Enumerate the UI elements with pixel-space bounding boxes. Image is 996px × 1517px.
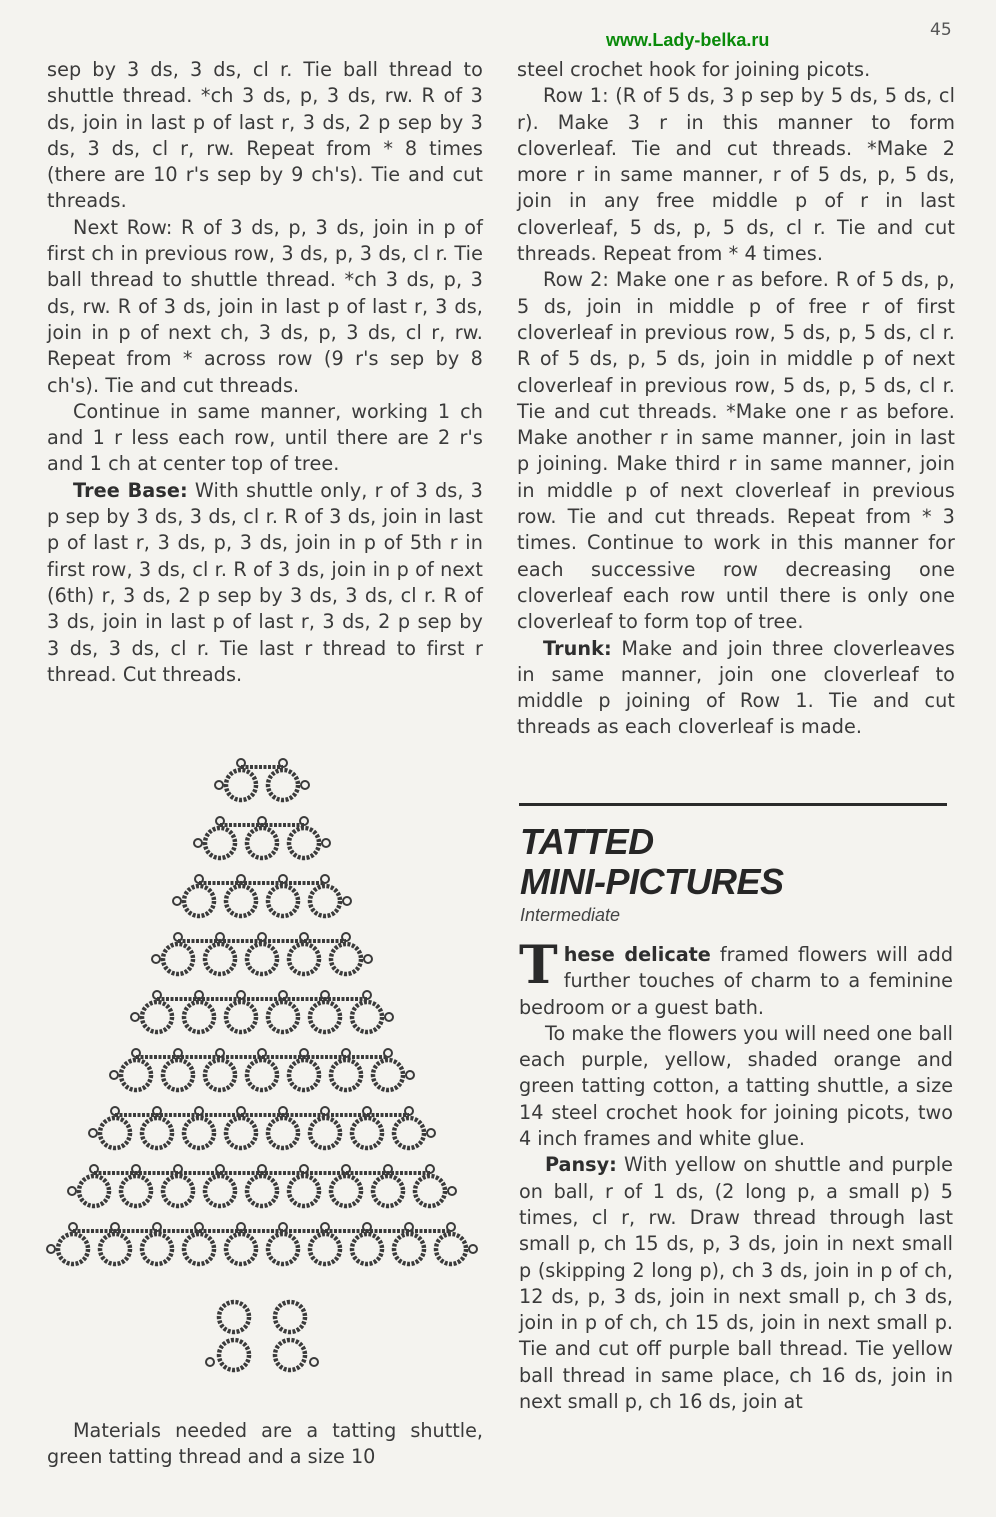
left-paragraph-continue: Continue in same manner, working 1 ch and 1 r less each row, until there are 2 r's and 1 ch at center top of tree. xyxy=(47,399,483,476)
tree-ring xyxy=(121,1060,151,1090)
tree-ring xyxy=(394,1234,424,1264)
trunk-ring xyxy=(219,1340,249,1370)
tree-ring xyxy=(289,944,319,974)
left-paragraph-next-row: Next Row: R of 3 ds, p, 3 ds, join in p of first ch in previous row, 3 ds, p, 3 ds, cl r. Tie ball thread to shuttle thread. *ch 3 ds, p, 3 ds, rw. R of 3 ds, join in last p of last r, 3 ds, join in p of next ch, 3 ds, p, 3 ds, cl r, rw. Repeat from * across row (9 r's sep by 8 ch's). Tie and cut threads. xyxy=(47,215,483,397)
left-paragraph-1: sep by 3 ds, 3 ds, cl r. Tie ball thread to shuttle thread. *ch 3 ds, p, 3 ds, rw. R of 3 ds, join in last p of last r, 3 ds, 2 p sep by 3 ds, 3 ds, cl r, rw. Repeat from * 8 times (there are 10 r's sep by 9 ch's). Tie and cut threads. xyxy=(47,58,483,213)
tree-picot xyxy=(448,1187,456,1195)
tree-picot xyxy=(215,781,223,789)
trunk-label: Trunk: xyxy=(543,636,612,660)
tree-ring xyxy=(310,886,340,916)
tree-ring xyxy=(310,1118,340,1148)
tree-ring xyxy=(79,1176,109,1206)
tree-ring xyxy=(226,886,256,916)
tree-picot xyxy=(321,875,329,883)
tree-ring xyxy=(58,1234,88,1264)
title-line-1: TATTED xyxy=(520,821,654,862)
tree-ring xyxy=(268,1234,298,1264)
tree-picot xyxy=(343,897,351,905)
tree-ring xyxy=(331,1176,361,1206)
tree-ring xyxy=(226,1002,256,1032)
right-column xyxy=(517,57,955,741)
tree-ring xyxy=(142,1234,172,1264)
article-body xyxy=(519,935,953,1415)
tree-ring xyxy=(100,1234,130,1264)
tree-ring xyxy=(205,944,235,974)
tree-picot xyxy=(427,1129,435,1137)
tree-ring xyxy=(163,944,193,974)
tree-picot xyxy=(322,839,330,847)
tree-ring xyxy=(289,1060,319,1090)
drop-cap: T xyxy=(519,935,558,996)
tree-ring xyxy=(436,1234,466,1264)
tree-ring xyxy=(142,1118,172,1148)
tree-ring xyxy=(310,1002,340,1032)
trunk-text: Make and join three cloverleaves in same manner, join one cloverleaf to middle p joining of Row 1. Tie and cut threads as each cloverleaf is made. xyxy=(517,636,955,739)
intro-text: framed flowers will add further touches of charm to a feminine bedroom or a guest bath. xyxy=(519,943,953,1019)
tree-picot xyxy=(131,1013,139,1021)
tree-ring xyxy=(247,1176,277,1206)
trunk-ring xyxy=(219,1302,249,1332)
tree-picot xyxy=(152,955,160,963)
tree-ring xyxy=(184,886,214,916)
tree-ring xyxy=(352,1234,382,1264)
tree-picot xyxy=(447,1223,455,1231)
tree-picot xyxy=(384,1049,392,1057)
intro-paragraph xyxy=(519,935,953,1021)
tree-picot xyxy=(194,839,202,847)
left-column xyxy=(47,57,483,688)
tatted-christmas-tree-illustration xyxy=(40,755,485,1415)
tree-picot xyxy=(405,1223,413,1231)
tree-ring xyxy=(352,1118,382,1148)
article-title xyxy=(520,822,950,902)
section-divider xyxy=(519,803,947,806)
intro-bold: hese delicate xyxy=(563,943,711,966)
tree-ring xyxy=(289,828,319,858)
title-line-2: MINI-PICTURES xyxy=(520,861,784,902)
tree-base-label: Tree Base: xyxy=(73,478,188,502)
tree-ring xyxy=(226,1118,256,1148)
tree-ring xyxy=(373,1176,403,1206)
row2-paragraph: Row 2: Make one r as before. R of 5 ds, p, 5 ds, join in middle p of free r of first cloverleaf in previous row, 5 ds, p, 5 ds, cl r. R of 5 ds, p, 5 ds, join in middle p of next cloverleaf in previous row, 5 ds, p, 5 ds, cl r. Tie and cut threads. *Make one r as before. Make another r in same manner, join in last p joining. Make third r in same manner, join in middle p of next cloverleaf in previous row. Tie and cut threads. Repeat from * 3 times. Continue to work in this manner for each successive row decreasing one cloverleaf each row until there is only one cloverleaf to form top of tree. xyxy=(517,268,955,634)
tree-ring xyxy=(205,1060,235,1090)
pansy-paragraph xyxy=(519,1152,953,1415)
page-number: 45 xyxy=(930,20,952,40)
tree-ring xyxy=(184,1118,214,1148)
tree-picot xyxy=(153,1223,161,1231)
tree-picot xyxy=(68,1187,76,1195)
tree-ring xyxy=(226,770,256,800)
tree-picot xyxy=(364,955,372,963)
tree-ring xyxy=(247,828,277,858)
tree-picot xyxy=(279,1223,287,1231)
tree-ring xyxy=(163,1176,193,1206)
caption-text: Materials needed are a tatting shuttle, green tatting thread and a size 10 xyxy=(47,1419,483,1469)
pansy-text: With yellow on shuttle and purple on ball, r of 1 ds, (2 long p, a small p) 5 times, cl r, rw. Draw thread through last small p, ch 15 ds, p, 3 ds, join in next small p (skipping 2 long p), ch 3 ds, join in p of ch, 12 ds, p, 3 ds, join in next small p, ch 3 ds, join in p of ch, ch 15 ds, join in next small p. Tie and cut off purple ball thread. Tie yellow ball thread in same place, ch 16 ds, join in next small p, ch 16 ds, join at xyxy=(519,1153,953,1414)
tree-ring xyxy=(184,1002,214,1032)
tree-ring xyxy=(226,1234,256,1264)
trunk-picot xyxy=(206,1358,214,1366)
trunk-ring xyxy=(275,1340,305,1370)
tree-ring xyxy=(247,1060,277,1090)
tree-ring xyxy=(289,1176,319,1206)
tree-picot xyxy=(406,1071,414,1079)
tree-ring xyxy=(100,1118,130,1148)
tree-ring xyxy=(184,1234,214,1264)
tree-ring xyxy=(415,1176,445,1206)
tree-ring xyxy=(268,770,298,800)
tree-base-paragraph xyxy=(47,478,483,688)
tree-ring xyxy=(205,1176,235,1206)
watermark-url[interactable]: www.Lady-belka.ru xyxy=(606,30,770,50)
tree-picot xyxy=(469,1245,477,1253)
right-paragraph-1: steel crochet hook for joining picots. xyxy=(517,58,871,81)
figure-caption xyxy=(47,1418,483,1471)
tree-ring xyxy=(247,944,277,974)
materials-paragraph: To make the flowers you will need one ball each purple, yellow, shaded orange and green tatting cotton, a tatting shuttle, a size 14 steel crochet hook for joining picots, two 4 inch frames and white glue. xyxy=(519,1021,953,1151)
trunk-picot xyxy=(310,1358,318,1366)
tree-ring xyxy=(142,1002,172,1032)
pansy-label: Pansy: xyxy=(545,1153,617,1177)
tree-ring xyxy=(331,1060,361,1090)
tree-ring xyxy=(205,828,235,858)
tree-base-text: With shuttle only, r of 3 ds, 3 p sep by 3 ds, 3 ds, cl r. R of 3 ds, join in last p of last r, 3 ds, p, 3 ds, join in p of 5th r in first row, 3 ds, cl r. R of 3 ds, join in p of next (6th) r, 3 ds, 2 p sep by 3 ds, 3 ds, cl r. R of 3 ds, join in last p of last r, 3 ds, 2 p sep by 3 ds, 3 ds, cl r. Tie last r thread to first r thread. Cut threads. xyxy=(47,478,483,686)
row1-paragraph: Row 1: (R of 5 ds, 3 p sep by 5 ds, 5 ds, cl r). Make 3 r in this manner to form cloverleaf. Tie and cut threads. *Make 2 more r in same manner, r of 5 ds, p, 5 ds, join in any free middle p of r in last cloverleaf, 5 ds, p, 5 ds, cl r. Tie and cut threads. Repeat from * 4 times. xyxy=(517,84,955,266)
tree-picot xyxy=(110,1071,118,1079)
tree-ring xyxy=(310,1234,340,1264)
tree-ring xyxy=(331,944,361,974)
tree-picot xyxy=(301,781,309,789)
tree-ring xyxy=(394,1118,424,1148)
tree-ring xyxy=(268,886,298,916)
tree-picot xyxy=(47,1245,55,1253)
tree-ring xyxy=(373,1060,403,1090)
tree-ring xyxy=(121,1176,151,1206)
tree-ring xyxy=(268,1118,298,1148)
skill-level: Intermediate xyxy=(520,905,621,925)
tree-ring xyxy=(163,1060,193,1090)
tree-picot xyxy=(385,1013,393,1021)
tree-ring xyxy=(352,1002,382,1032)
trunk-paragraph xyxy=(517,636,955,741)
tree-picot xyxy=(89,1129,97,1137)
trunk-ring xyxy=(275,1302,305,1332)
tree-ring xyxy=(268,1002,298,1032)
tree-picot xyxy=(173,897,181,905)
